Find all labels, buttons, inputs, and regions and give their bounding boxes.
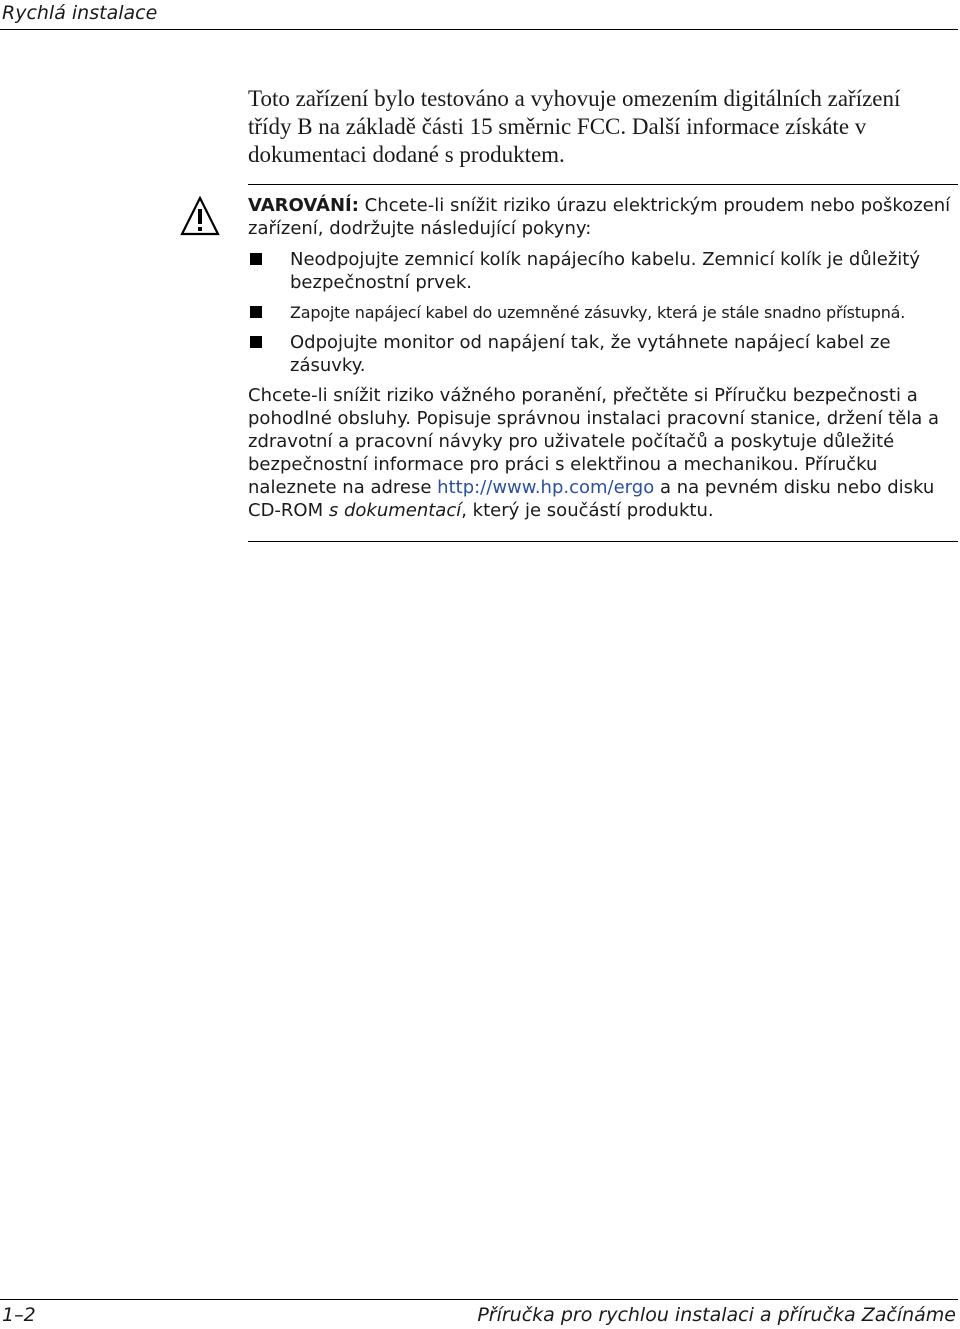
bullet-square-icon [250, 306, 262, 318]
warning-top-divider [248, 184, 958, 185]
bullet-square-icon [250, 336, 262, 348]
warning-block [248, 194, 958, 522]
list-item [248, 301, 958, 324]
page-number: 1–2 [2, 1304, 36, 1326]
safety-text-part-2: a na pevném disku nebo disku CD-ROM [248, 477, 935, 521]
bullet-text: Odpojujte monitor od napájení tak, že vytáhnete napájecí kabel ze zásuvky. [290, 332, 891, 376]
fcc-notice-paragraph: Toto zařízení bylo testováno a vyhovuje omezením digitálních zařízení třídy B na základě části 15 směrnic FCC. Další informace získáte v dokumentaci dodané s produktem. [248, 86, 901, 167]
warning-intro-text: Chcete-li snížit riziko úrazu elektrickým proudem nebo poškození zařízení, dodržujte následující pokyny: [248, 195, 951, 239]
safety-text-part-3: , který je součástí produktu. [461, 500, 714, 521]
bullet-square-icon [250, 253, 262, 265]
header-divider [0, 29, 958, 30]
safety-guide-paragraph [248, 384, 958, 522]
safety-emphasis: s dokumentací [328, 500, 462, 521]
warning-intro [248, 194, 958, 240]
running-header: Rychlá instalace [2, 2, 158, 24]
ergo-link[interactable]: http://www.hp.com/ergo [437, 477, 655, 498]
bullet-text: Zapojte napájecí kabel do uzemněné zásuvky, která je stále snadno přístupná. [290, 303, 906, 322]
footer-divider [0, 1299, 958, 1300]
list-item [248, 331, 958, 377]
list-item [248, 248, 958, 294]
bullet-text: Neodpojujte zemnicí kolík napájecího kabelu. Zemnicí kolík je důležitý bezpečnostní prvek. [290, 249, 920, 293]
footer-document-title: Příručka pro rychlou instalaci a příručka Začínáme [477, 1304, 956, 1326]
warning-bottom-divider [248, 541, 958, 542]
warning-label: VAROVÁNÍ: [248, 195, 359, 216]
warning-triangle-icon [180, 196, 220, 236]
warning-bullet-list [248, 248, 958, 377]
safety-text-part-1: Chcete-li snížit riziko vážného poranění, přečtěte si Příručku bezpečnosti a pohodlné obsluhy. Popisuje správnou instalaci pracovní stanice, držení těla a zdravotní a pracovní návyky pro uživatele počítačů a poskytuje důležité bezpečnostní informace pro práci s elektřinou a mechanikou. Příručku naleznete na adrese [248, 385, 940, 498]
